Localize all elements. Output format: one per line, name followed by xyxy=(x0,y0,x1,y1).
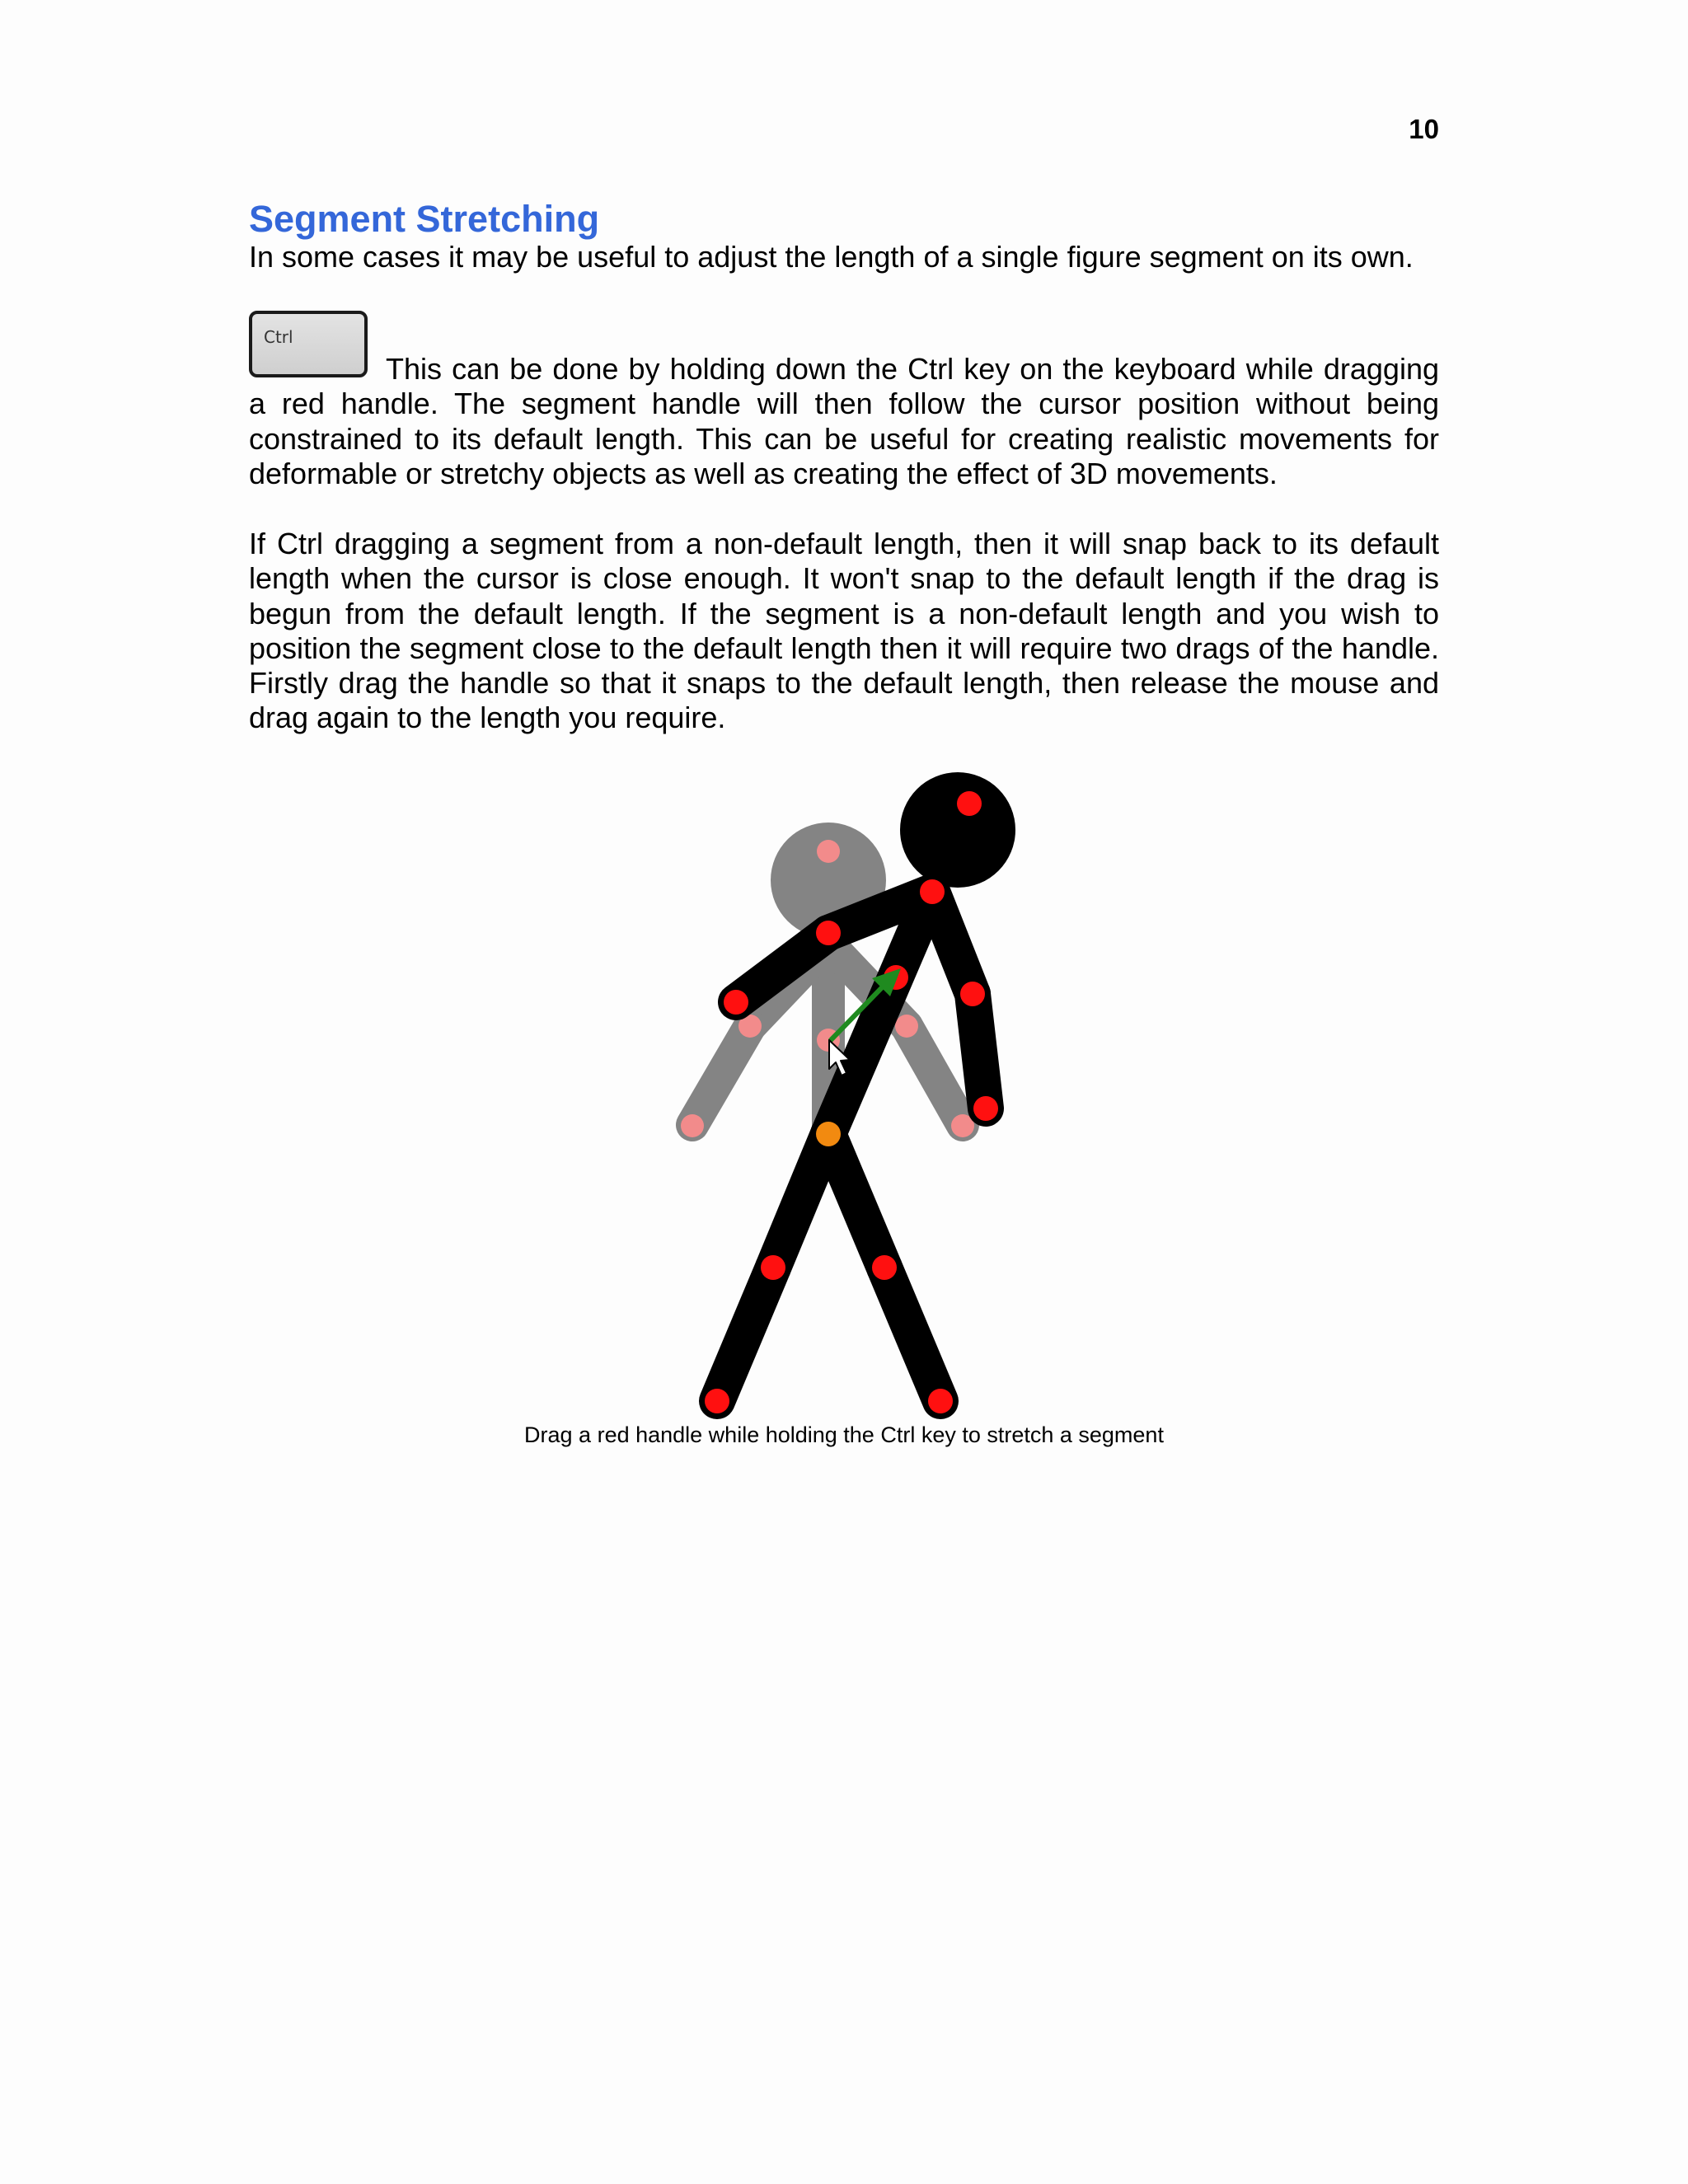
red-handle[interactable] xyxy=(920,879,945,904)
page-number: 10 xyxy=(1409,114,1439,144)
ghost-right-lower-arm xyxy=(907,1026,963,1125)
red-handle[interactable] xyxy=(816,921,841,945)
figure-right-lower-leg xyxy=(884,1268,940,1401)
stick-figure-illustration xyxy=(626,762,1039,1422)
orange-pivot-handle[interactable] xyxy=(816,1122,841,1146)
figure-caption: Drag a red handle while holding the Ctrl key to stretch a segment xyxy=(524,1422,1164,1447)
red-handle[interactable] xyxy=(705,1389,729,1413)
red-handle[interactable] xyxy=(960,982,985,1006)
red-handle[interactable] xyxy=(957,791,982,816)
figure-right-lower-arm xyxy=(973,994,986,1108)
stretch-paragraph-text: This can be done by holding down the Ctrl key on the keyboard while dragging a red handle. The segment handle will then follow the cursor position without being constrained to its default length. This can be useful for creating realistic movements for deformable or stretchy objects as well as creating the effect of 3D movements. xyxy=(249,352,1439,490)
ghost-handle[interactable] xyxy=(681,1114,704,1137)
ghost-handle[interactable] xyxy=(817,840,840,863)
red-handle[interactable] xyxy=(872,1255,897,1280)
stretch-paragraph xyxy=(249,352,1439,491)
figure-head xyxy=(900,772,1015,888)
figure-left-lower-leg xyxy=(717,1268,773,1401)
ghost-handle[interactable] xyxy=(895,1015,918,1038)
red-handle[interactable] xyxy=(973,1096,998,1121)
intro-paragraph: In some cases it may be useful to adjust the length of a single figure segment on its own. xyxy=(249,240,1414,274)
red-handle[interactable] xyxy=(761,1255,785,1280)
snap-paragraph: If Ctrl dragging a segment from a non-default length, then it will snap back to its default length when the cursor is close enough. It won't snap to the default length if the drag is begun from the default length. If the segment is a non-default length and you wish to position the segment close to the default length then it will require two drags of the handle. Firstly drag the handle so that it snaps to the default length, then release the mouse and drag again to the length you require. xyxy=(249,527,1439,735)
ctrl-key-label: Ctrl xyxy=(264,327,293,347)
figure-right-upper-leg xyxy=(828,1134,884,1268)
section-title: Segment Stretching xyxy=(249,198,600,240)
ghost-left-lower-arm xyxy=(692,1026,750,1125)
red-handle[interactable] xyxy=(724,990,748,1015)
red-handle[interactable] xyxy=(928,1389,953,1413)
